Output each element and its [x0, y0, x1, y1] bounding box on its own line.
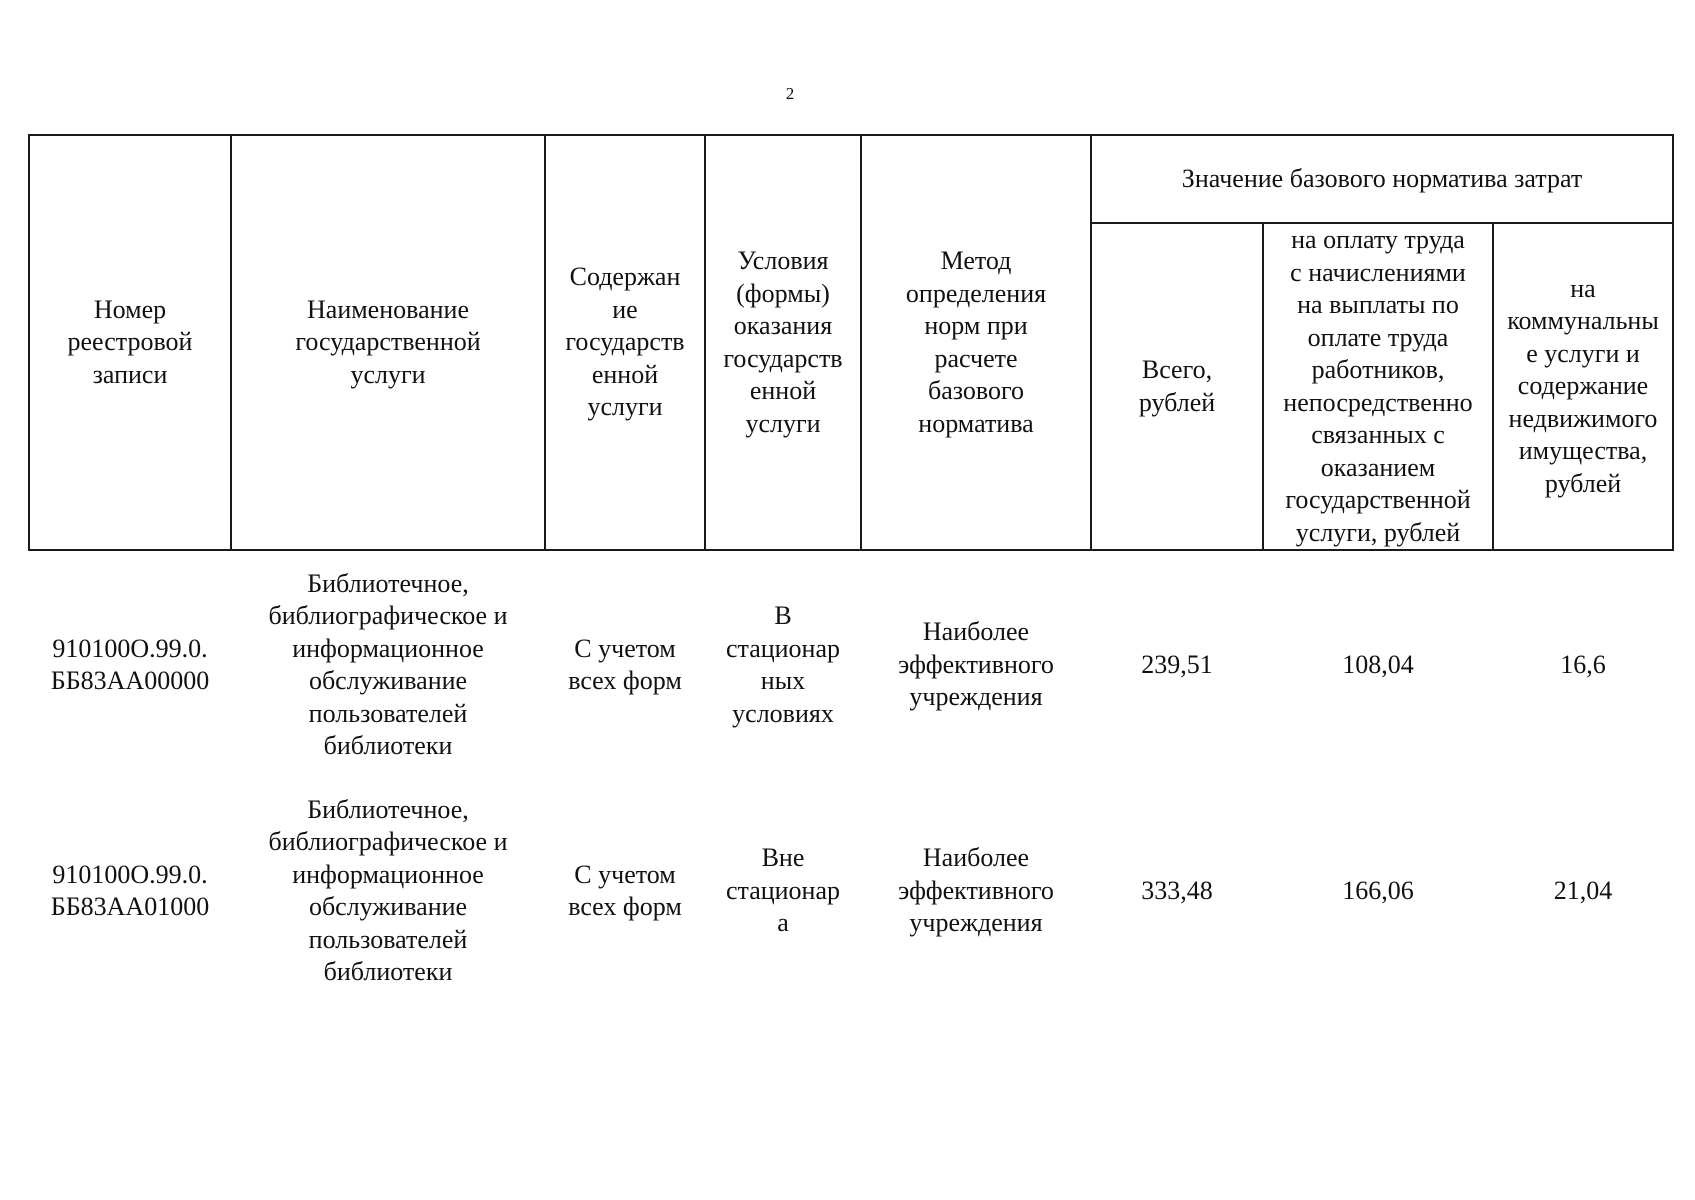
cell-service-name: Библиотечное, библиографическое и информационное обслуживание пользователей библиотеки: [268, 568, 508, 760]
cell-utilities: 21,04: [1553, 875, 1613, 905]
table-body: [29, 550, 1673, 1003]
header-registry-number: Номер реестровой записи: [29, 135, 231, 550]
table-row: [29, 779, 1673, 1003]
header-method: Метод определения норм при расчете базового норматива: [861, 135, 1091, 550]
cell-service-content: С учетом всех форм: [568, 633, 682, 695]
base-cost-norms-table: [28, 134, 1674, 1003]
cell-labor: 108,04: [1342, 649, 1414, 679]
cell-registry-number: 910100О.99.0. ББ83АА00000: [50, 633, 210, 695]
page-number: 2: [785, 84, 795, 103]
table-header: [29, 135, 1673, 550]
cell-labor: 166,06: [1342, 875, 1414, 905]
header-service-content: Содержан ие государств енной услуги: [545, 135, 705, 550]
header-service-conditions: Условия (формы) оказания государств енной услуги: [705, 135, 861, 550]
cell-service-conditions: Вне стационар а: [725, 843, 841, 938]
cell-service-content: С учетом всех форм: [568, 859, 682, 921]
table-row: [29, 550, 1673, 779]
cell-registry-number: 910100О.99.0. ББ83АА01000: [50, 859, 210, 921]
cell-method: Наиболее эффективного учреждения: [898, 617, 1054, 712]
cell-total: 333,48: [1141, 875, 1213, 905]
header-base-norm-value: Значение базового норматива затрат: [1091, 135, 1673, 223]
cell-service-name: Библиотечное, библиографическое и информационное обслуживание пользователей библиотеки: [268, 794, 508, 986]
cell-utilities: 16,6: [1560, 649, 1606, 679]
header-labor-costs: на оплату труда с начислениями на выплаты по оплате труда работников, непосредственно связанных с оказанием государственной услуги, рублей: [1263, 223, 1493, 550]
cell-method: Наиболее эффективного учреждения: [898, 843, 1054, 938]
header-total: Всего, рублей: [1091, 223, 1263, 550]
header-row-1: [29, 135, 1673, 223]
cell-total: 239,51: [1141, 649, 1213, 679]
header-utilities-costs: на коммунальны е услуги и содержание недвижимого имущества, рублей: [1493, 223, 1673, 550]
header-service-name: Наименование государственной услуги: [231, 135, 545, 550]
cell-service-conditions: В стационар ных условиях: [725, 601, 841, 728]
